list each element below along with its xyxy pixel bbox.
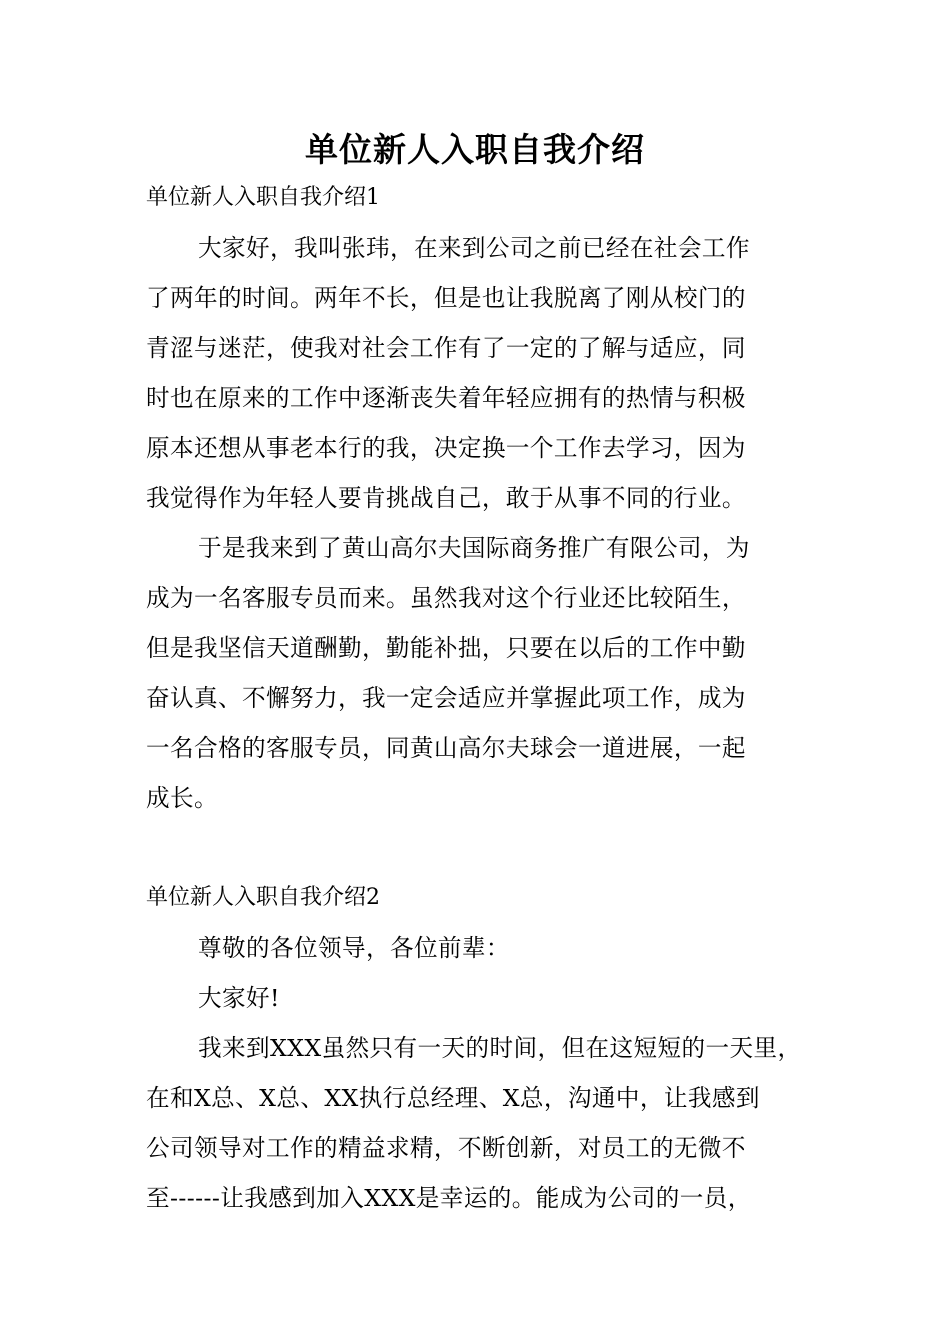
section-1-line-9: 但是我坚信天道酬勤，勤能补拙，只要在以后的工作中勤	[146, 634, 746, 662]
document-title: 单位新人入职自我介绍	[305, 130, 645, 169]
section-1-line-5: 原本还想从事老本行的我，决定换一个工作去学习，因为	[146, 434, 746, 462]
section-1-line-10: 奋认真、不懈努力，我一定会适应并掌握此项工作，成为	[146, 684, 746, 712]
section-1-line-12: 成长。	[146, 784, 218, 812]
section-2-line-6: 至------让我感到加入XXX是幸运的。能成为公司的一员，	[146, 1184, 752, 1212]
section-1-heading: 单位新人入职自我介绍1	[146, 185, 380, 210]
section-1-line-7: 于是我来到了黄山高尔夫国际商务推广有限公司，为	[198, 534, 750, 562]
section-1-line-6: 我觉得作为年轻人要肯挑战自己，敢于从事不同的行业。	[146, 484, 746, 512]
section-1-line-8: 成为一名客服专员而来。虽然我对这个行业还比较陌生，	[146, 584, 746, 612]
section-1-line-3: 青涩与迷茫，使我对社会工作有了一定的了解与适应，同	[146, 334, 746, 362]
section-2-line-4: 在和X总、X总、XX执行总经理、X总，沟通中，让我感到	[146, 1084, 760, 1112]
section-1-line-2: 了两年的时间。两年不长，但是也让我脱离了刚从校门的	[146, 284, 746, 312]
section-2-line-1: 尊敬的各位领导，各位前辈：	[198, 934, 510, 962]
section-1-line-4: 时也在原来的工作中逐渐丧失着年轻应拥有的热情与积极	[146, 384, 746, 412]
section-1-line-11: 一名合格的客服专员，同黄山高尔夫球会一道进展，一起	[146, 734, 746, 762]
section-2-line-2: 大家好!	[198, 984, 280, 1012]
section-2-line-5: 公司领导对工作的精益求精，不断创新，对员工的无微不	[146, 1134, 746, 1162]
section-1-line-1: 大家好，我叫张玮，在来到公司之前已经在社会工作	[198, 234, 750, 262]
section-2-heading: 单位新人入职自我介绍2	[146, 885, 380, 910]
section-2-line-3: 我来到XXX虽然只有一天的时间，但在这短短的一天里，	[198, 1034, 802, 1062]
